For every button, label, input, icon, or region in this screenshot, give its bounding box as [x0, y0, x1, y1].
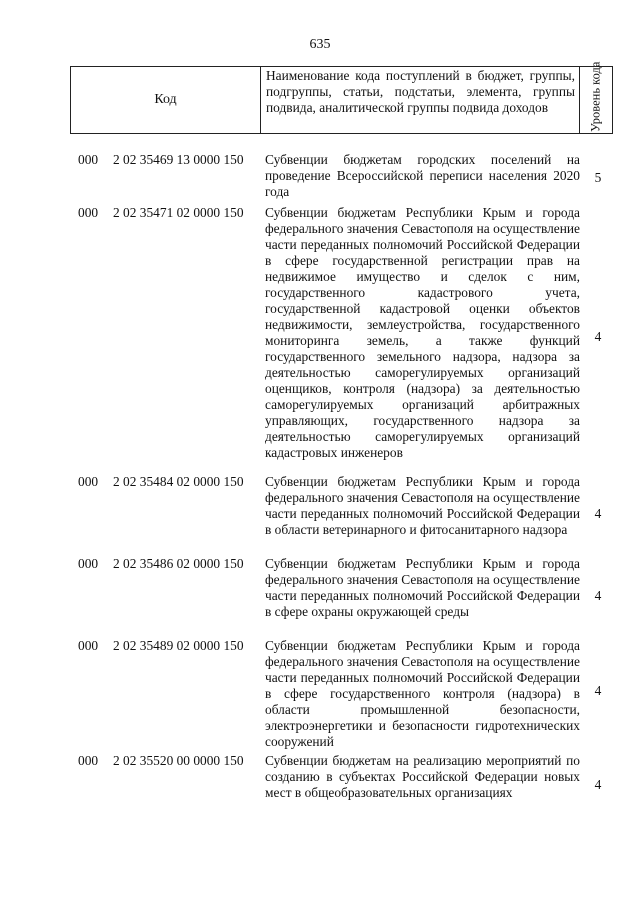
table-header	[70, 61, 613, 134]
row-code: 2 02 35520 00 0000 150	[113, 753, 244, 768]
row-name: Субвенции бюджетам Республики Крым и города федерального значения Севастополя на осуществление части переданных полномочий Российской Федерации в области ветеринарного и фитосанитарного надзора	[265, 474, 580, 537]
table-body	[0, 152, 640, 823]
row-name: Субвенции бюджетам Республики Крым и города федерального значения Севастополя на осуществление части переданных полномочий Российской Федерации в сфере государственной регистрации прав на недвижимое имущество и сделок с ним, государственного кадастрового учета, государственной кадастровой оценки объектов недвижимости, землеустройства, государственного мониторинга земель, а также функций государственного земельного надзора, надзора за деятельностью саморегулируемых организаций оценщиков, контроля (надзора) за деятельностью саморегулируемых организаций арбитражных управляющих, государственного надзора за деятельностью саморегулируемых организаций кадастровых инженеров	[265, 205, 580, 460]
row-name: Субвенции бюджетам Республики Крым и города федерального значения Севастополя на осуществление части переданных полномочий Российской Федерации в сфере охраны окружающей среды	[265, 556, 580, 619]
header-code: Код	[71, 67, 261, 133]
table-row	[0, 152, 640, 205]
row-name: Субвенции бюджетам Республики Крым и города федерального значения Севастополя на осуществление части переданных полномочий Российской Федерации в сфере государственного контроля (надзора) в области промышленной безопасности, электроэнергетики и безопасности гидротехнических сооружений	[265, 638, 580, 749]
header-name: Наименование кода поступлений в бюджет, группы, подгруппы, статьи, подстатьи, элемента, группы подвида, аналитической группы подвида доходов	[261, 67, 580, 133]
row-name: Субвенции бюджетам городских поселений на проведение Всероссийской переписи населения 2020 года	[265, 152, 580, 199]
table-row	[0, 205, 640, 474]
row-group: 000	[78, 638, 99, 653]
row-code: 2 02 35469 13 0000 150	[113, 152, 244, 167]
page-number: 635	[309, 37, 331, 52]
row-level: 5	[594, 170, 602, 185]
row-group: 000	[78, 753, 99, 768]
row-group: 000	[78, 556, 99, 571]
row-group: 000	[78, 205, 99, 220]
row-name: Субвенции бюджетам на реализацию мероприятий по созданию в субъектах Российской Федерации новых мест в общеобразовательных организациях	[265, 753, 580, 800]
row-level: 4	[594, 683, 602, 698]
row-code: 2 02 35489 02 0000 150	[113, 638, 244, 653]
row-group: 000	[78, 152, 99, 167]
row-group: 000	[78, 474, 99, 489]
row-level: 4	[594, 506, 602, 521]
table-row	[0, 556, 640, 638]
table-row	[0, 474, 640, 556]
row-code: 2 02 35471 02 0000 150	[113, 205, 244, 220]
header-level-label: Уровень кода	[588, 61, 603, 132]
row-level: 4	[594, 329, 602, 344]
row-level: 4	[594, 588, 602, 603]
table-row	[0, 638, 640, 753]
row-code: 2 02 35486 02 0000 150	[113, 556, 244, 571]
row-level: 4	[594, 777, 602, 792]
header-level	[580, 61, 612, 133]
table-row	[0, 753, 640, 823]
row-code: 2 02 35484 02 0000 150	[113, 474, 244, 489]
